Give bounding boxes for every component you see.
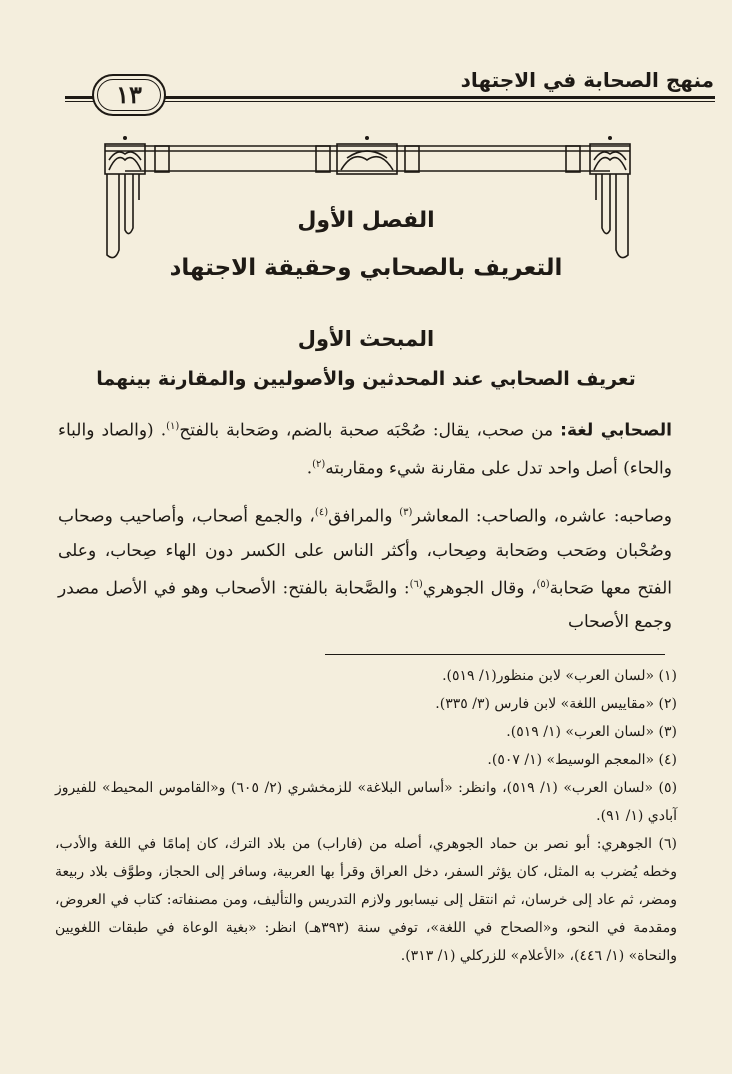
paragraph-text: من صحب، يقال: صُحْبَه صحبة بالضم، وصَحابة بالفتح	[179, 420, 561, 441]
paragraph-plural	[58, 496, 672, 639]
section-heading: المبحث الأول	[297, 327, 435, 351]
footnote: (٥) «لسان العرب» (١/ ٥١٩)، وانظر: «أساس البلاغة» للزمخشري (٢/ ٦٠٥) و«القاموس المحيط» للفيروز آبادي (١/ ٩١).	[55, 780, 678, 824]
footnote: (٦) الجوهري: أبو نصر بن حماد الجوهري، أصله من (فاراب) من بلاد الترك، كان إمامًا في اللغة والأدب، وخطه يُضرب به المثل، كان يؤثر السفر، دخل العراق وقرأ بها العربية، وسافر إلى الحجاز، وطوَّف بلاد ربيعة ومضر، ثم عاد إلى خرسان، ثم انتقل إلى نيسابور ولازم التدريس والتأليف، ومن مصنفاته: كتاب في العروض، ومقدمة في النحو، و«الصحاح في اللغة»، توفي سنة (٣٩٣هـ) انظر: «بغية الوعاة في طبقات اللغويين والنحاة» (١/ ٤٤٦)، «الأعلام» للزركلي (١/ ٣١٣).	[55, 836, 677, 964]
footnote-ref: (٣)	[399, 507, 413, 518]
chapter-heading: الفصل الأول	[297, 208, 435, 233]
footnote: (١) «لسان العرب» لابن منظور(١/ ٥١٩).	[442, 668, 677, 684]
paragraph-text: .	[306, 458, 313, 479]
paragraph-text: ، والجمع أصحاب، وأصاحيب وصحاب وصُحْبان وصَحب وصَحابة وصِحاب، وأكثر الناس على الكسر دون الهاء صِحاب، وعلى الفتح معها صَحابة	[58, 506, 672, 599]
term-label: الصحابي لغة:	[560, 420, 672, 441]
footnote-separator	[325, 654, 665, 655]
paragraph-text: والمرافق	[328, 506, 400, 527]
paragraph-text: وصاحبه: عاشره، والصاحب: المعاشر	[412, 506, 672, 527]
section-title: تعريف الصحابي عند المحدثين والأصوليين والمقارنة بينهما	[96, 368, 636, 390]
footnote: (٢) «مقاييس اللغة» لابن فارس (٣/ ٣٣٥).	[435, 696, 677, 712]
paragraph-text: : والصَّحابة بالفتح: الأصحاب وهو في الأصل مصدر وجمع الأصحاب	[58, 578, 672, 633]
footnote: (٤) «المعجم الوسيط» (١/ ٥٠٧).	[487, 752, 677, 768]
paragraph-definition	[58, 410, 672, 485]
paragraph-text: . (والصاد والباء والحاء) أصل واحد تدل على مقارنة شيء ومقاربته	[58, 420, 672, 479]
chapter-title: التعريف بالصحابي وحقيقة الاجتهاد	[169, 255, 563, 281]
page-number: ١٣	[92, 74, 166, 116]
chapter-ornament-frame	[95, 130, 640, 270]
footnote: (٣) «لسان العرب» (١/ ٥١٩).	[506, 724, 677, 740]
footnote-ref: (٤)	[314, 507, 329, 518]
footnote-ref: (١)	[166, 421, 180, 432]
footnote-ref: (٢)	[312, 458, 326, 470]
footnotes	[55, 662, 677, 970]
footnote-ref: (٥)	[536, 578, 550, 590]
footnote-ref: (٦)	[409, 578, 423, 590]
running-title: منهج الصحابة في الاجتهاد	[453, 68, 714, 92]
paragraph-text: ، وقال الجوهري	[422, 578, 537, 599]
